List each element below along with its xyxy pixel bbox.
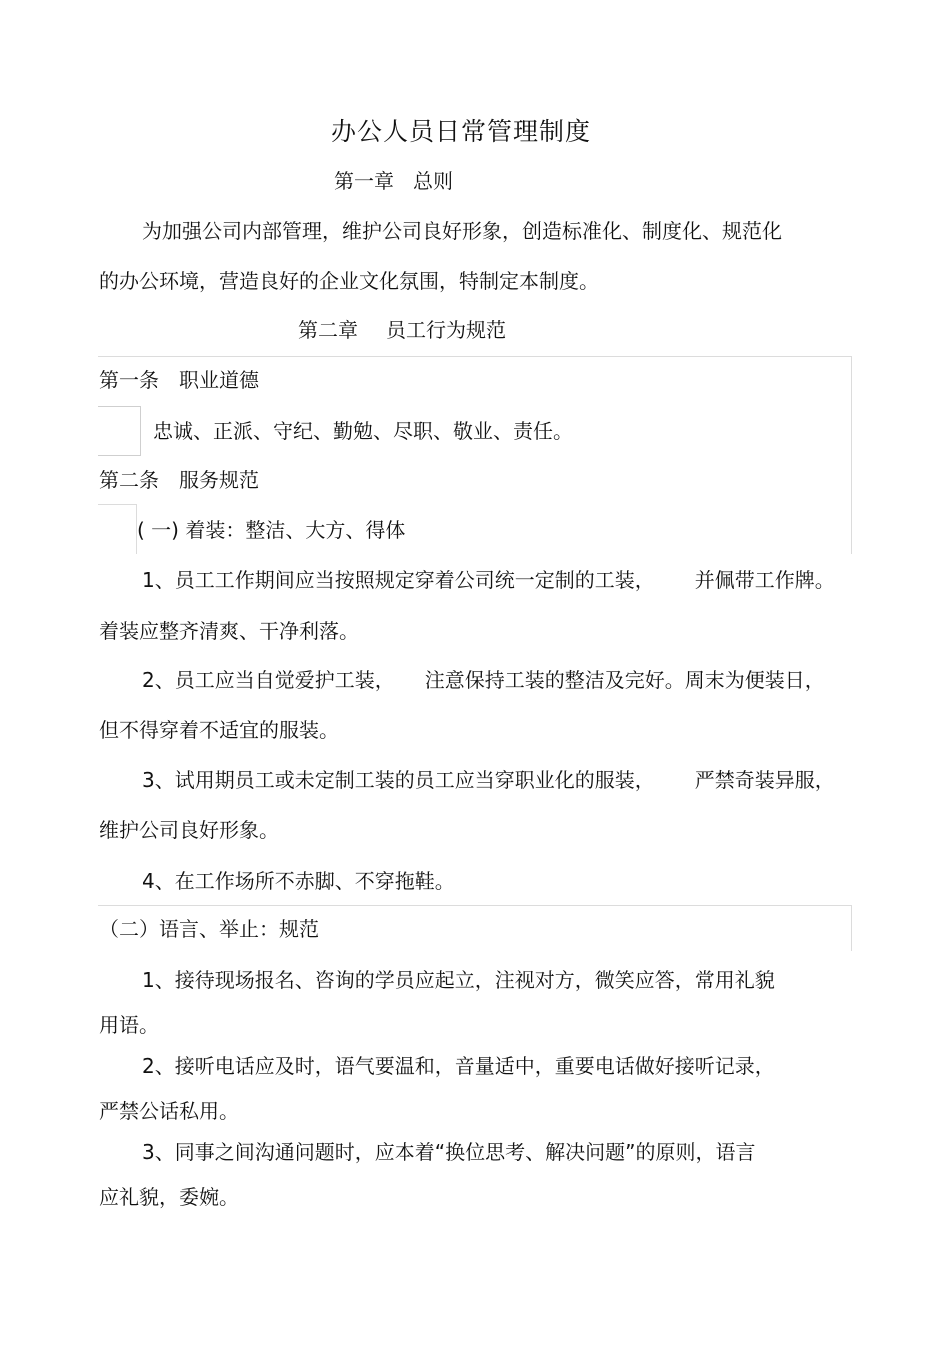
article1-heading bbox=[99, 368, 259, 392]
article2-name: 服务规范 bbox=[179, 468, 259, 492]
article2-number: 第二条 bbox=[99, 468, 159, 492]
section1-item3-part-a: 3、试用期员工或未定制工装的员工应当穿职业化的服装， bbox=[142, 768, 655, 792]
frame-line-top bbox=[98, 356, 852, 357]
intro-line-2: 的办公环境，营造良好的企业文化氛围，特制定本制度。 bbox=[99, 269, 599, 293]
article1-number: 第一条 bbox=[99, 368, 159, 392]
article1-text: 忠诚、正派、守纪、勤勉、尽职、敬业、责任。 bbox=[153, 419, 573, 443]
article1-name: 职业道德 bbox=[179, 368, 259, 392]
section1-item1-part-a: 1、员工工作期间应当按照规定穿着公司统一定制的工装， bbox=[142, 568, 655, 592]
section1-item2-part-a: 2、员工应当自觉爱护工装， bbox=[142, 668, 395, 692]
frame-box-article1 bbox=[98, 406, 141, 456]
section1-item3 bbox=[142, 768, 835, 792]
section1-item3-continuation: 维护公司良好形象。 bbox=[99, 818, 279, 842]
section2-item3: 3、同事之间沟通问题时，应本着“换位思考、解决问题”的原则，语言 bbox=[142, 1140, 756, 1164]
section2-item2: 2、接听电话应及时，语气要温和，音量适中，重要电话做好接听记录， bbox=[142, 1054, 775, 1078]
section1-item1-part-b: 并佩带工作牌。 bbox=[694, 568, 835, 592]
section1-item2 bbox=[142, 668, 825, 692]
section1-item1 bbox=[142, 568, 835, 592]
frame-line-section2-right bbox=[851, 905, 852, 951]
frame-line-section2-top bbox=[98, 905, 852, 906]
section2-heading: （二）语言、举止：规范 bbox=[99, 917, 319, 941]
document-title: 办公人员日常管理制度 bbox=[331, 117, 592, 146]
section2-item2-continuation: 严禁公话私用。 bbox=[99, 1099, 239, 1123]
section2-item3-continuation: 应礼貌，委婉。 bbox=[99, 1185, 239, 1209]
section1-item2-part-b: 注意保持工装的整洁及完好。周末为便装日， bbox=[424, 668, 825, 692]
chapter1-heading bbox=[334, 169, 453, 193]
section2-item1: 1、接待现场报名、咨询的学员应起立，注视对方，微笑应答，常用礼貌 bbox=[142, 968, 775, 992]
section1-item2-continuation: 但不得穿着不适宜的服装。 bbox=[99, 718, 339, 742]
chapter2-number: 第二章 bbox=[298, 318, 358, 342]
section1-item3-part-b: 严禁奇装异服， bbox=[694, 768, 835, 792]
article2-heading bbox=[99, 468, 259, 492]
section1-heading: ( 一) 着装：整洁、大方、得体 bbox=[137, 518, 406, 542]
section2-item1-continuation: 用语。 bbox=[99, 1013, 159, 1037]
chapter1-name: 总则 bbox=[413, 169, 453, 193]
frame-line-section1-top bbox=[98, 504, 136, 505]
chapter2-name: 员工行为规范 bbox=[386, 318, 506, 342]
intro-line-1: 为加强公司内部管理，维护公司良好形象，创造标准化、制度化、规范化 bbox=[142, 219, 782, 243]
chapter2-heading bbox=[298, 318, 506, 342]
frame-line-right bbox=[851, 356, 852, 554]
section1-item1-continuation: 着装应整齐清爽、干净利落。 bbox=[99, 619, 359, 643]
chapter1-number: 第一章 bbox=[334, 169, 394, 193]
section1-item4: 4、在工作场所不赤脚、不穿拖鞋。 bbox=[142, 869, 455, 893]
